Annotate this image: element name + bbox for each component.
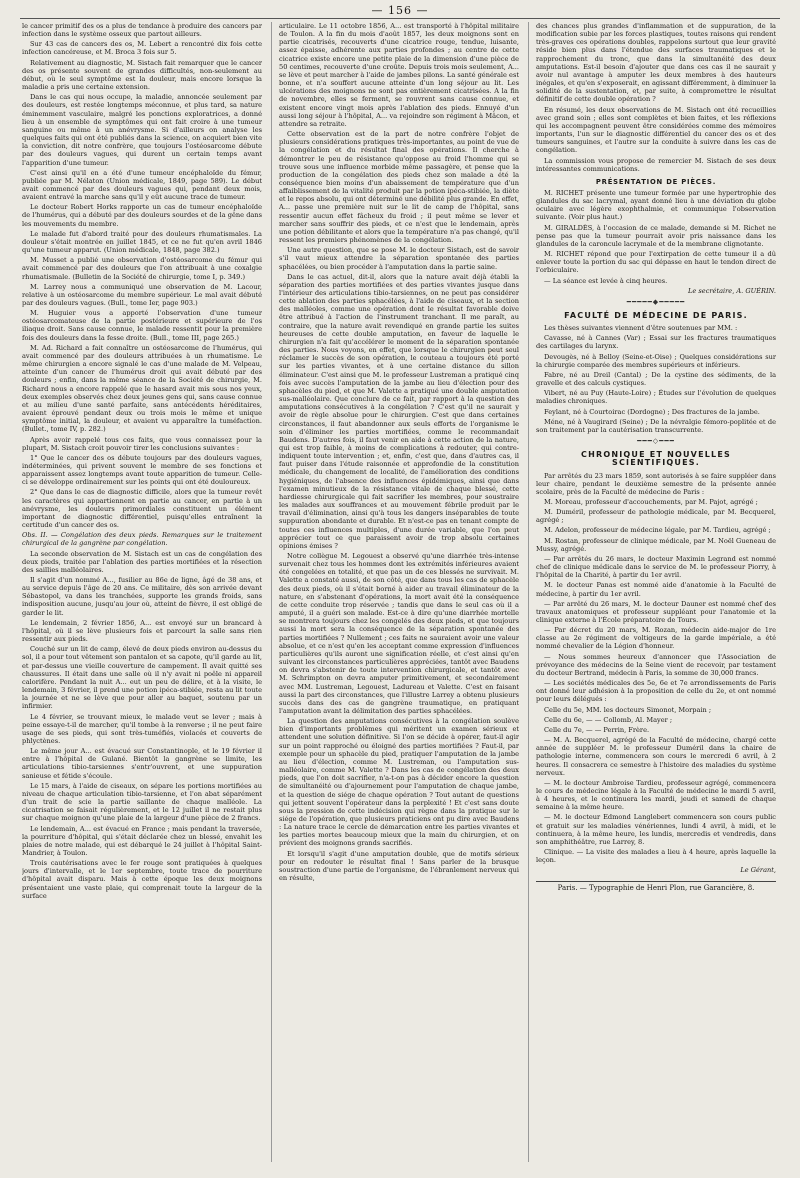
paragraph: — Par arrêtés du 26 mars, le docteur Maximin Legrand est nommé chef de clinique médicale dans le service de M. le professeur Piorry, à l'hôpital de la Charité, à partir du 1er avril. <box>536 554 776 580</box>
paragraph: — M. A. Becquerel, agrégé de la Faculté de médecine, chargé cette année de suppléer M. le professeur Duméril dans la chaire de pathologie interne, commencera son cours le mercredi 6 avril, à 2 heures. Il consacrera ce semestre à l'histoire des maladies du système nerveux. <box>536 736 776 777</box>
paragraph: Le docteur Robert Horks rapporte un cas de tumeur encéphaloïde de l'humérus, qui a débuté par des douleurs sourdes et de la gêne dans les mouvements du membre. <box>22 203 262 228</box>
paragraph: — Les sociétés médicales des 5e, 6e et 7e arrondissements de Paris ont donné leur adhésion à la proposition de celle du 2e, et ont nommé pour leurs délégués : <box>536 679 776 704</box>
column-right <box>536 22 776 1162</box>
top-rule <box>20 18 780 19</box>
paragraph: La commission vous propose de remercier M. Sistach de ses deux intéressantes communications. <box>536 156 776 173</box>
paragraph: Trois cautérisations avec le fer rouge sont pratiquées à quelques jours d'intervalle, et le 1er septembre, toute trace de pourriture d'hôpital avait disparu. Mais à cette époque les deux moignons présentaient une vaste plaie, qui comprenait toute la largeur de la surface <box>22 859 262 900</box>
paragraph: Il s'agit d'un nommé A..., fusilier au 86e de ligne, âgé de 38 ans, et au service depuis l'âge de 20 ans. Ce militaire, dès son arrivée devant Sébastopol, va dans les tranchées, supporte les grands froids, sans indisposition aucune, jusqu'au jour où, atteint de fièvre, il est obligé de garder le lit. <box>22 576 262 617</box>
section-heading-pieces: PRÉSENTATION DE PIÈCES. <box>595 177 717 186</box>
paragraph: Vibert, né au Puy (Haute-Loire) ; Études sur l'évolution de quelques maladies chroniques. <box>536 389 776 406</box>
paragraph: Par arrêtés du 23 mars 1859, sont autorisés à se faire suppléer dans leur chaire, pendant le deuxième semestre de la présente année scolaire, près de la Faculté de médecine de Paris : <box>536 471 776 496</box>
secretary-signature: Le secrétaire, A. GUÉRIN. <box>688 286 776 295</box>
paragraph: — La séance est levée à cinq heures. <box>544 276 668 285</box>
paragraph: Dans le cas actuel, dit-il, alors que la nature avait déjà établi la séparation des parties mortifiées et des parties vivantes jusque dans l'intérieur des articulations tibio-tarsiennes, on ne peut pas considérer cette ablation des parties sphacélées, à l'aide de ciseaux, et la section des malléoles, comme une opération dont le résultat favorable doive être attribué à l'action de l'instrument tranchant. Il me paraît, au contraire, que la nature avait revendiqué en grande partie les suites heureuses de cette double amputation, en faveur de laquelle le chirurgien n'a fait qu'accélérer le moment de la séparation spontanée des parties. Nous voyons, en effet, que lorsque le chirurgien peut seul réclamer le succès de son opération, le couteau a toujours été porté sur les parties vivantes, et à une certaine distance du sillon éliminateur. C'est ainsi que M. le professeur Lustreman a pratiqué cinq fois avec succès l'amputation de la jambe au lieu d'élection pour des sphacèles du pied, et que M. Valette a pratiqué une double amputation sus-malléolaire. Que conclure de ce fait, par rapport à la question des amputations consécutives à la congélation ? C'est qu'il ne saurait y avoir de règle absolue pour le chirurgien. C'est que dans certaines circonstances, il faut abandonner aux seuls efforts de l'organisme le soin d'éliminer les parties mortifiées, comme le recommandait Baudens. D'autres fois, il faut venir en aide à cette action de la nature, qui est trop faible, à moins de complications à redouter, qui contre-indiquent toute intervention ; et, enfin, c'est que, dans d'autres cas, il faut puiser dans l'étude raisonnée et approfondie de la constitution médicale, du changement de localité, de l'amélioration des conditions hygiéniques, de l'absence des influences épidémiques, ainsi que dans l'examen minutieux de la résistance vitale de chaque blessé, cette hardiesse chirurgicale qui fait sacrifier les membres, pour soustraire les malades aux souffrances et au mouvement fébrile produit par le travail d'élimination, ainsi qu'à tous les dangers inséparables de toute suppuration abondante et durable. Et n'est-ce pas en tenant compte de toutes ces influences multiples, d'une durée variable, que l'on peut apprécier tout ce que paraissent avoir de trop absolu certaines opinions émises ? <box>279 272 519 550</box>
paragraph: le cancer primitif des os a plus de tendance à produire des cancers par infection dans le système osseux que partout ailleurs. <box>22 22 262 39</box>
section-heading-faculte: FACULTÉ DE MÉDECINE DE PARIS. <box>564 311 748 320</box>
paragraph: En résumé, les deux observations de M. Sistach ont été recueillies avec grand soin ; elles sont complètes et bien faites, et les réflexions qui les accompagnent peuvent être considérées comme des mémoires importants, l'un sur le diagnostic différentiel du cancer des os et des tumeurs sanguines, et l'autre sur la conduite à suivre dans les cas de congélation. <box>536 105 776 155</box>
paragraph: Le malade fut d'abord traité pour des douleurs rhumatismales. La douleur s'était montrée en juillet 1845, et ce ne fut qu'en avril 1846 qu'une tumeur apparut. (Union médicale, 1848, page 382.) <box>22 229 262 255</box>
paragraph: Après avoir rappelé tous ces faits, que vous connaissez pour la plupart, M. Sistach croit pouvoir tirer les conclusions suivantes : <box>22 435 262 452</box>
paragraph: M. Ad. Richard a fait connaître un ostéosarcome de l'humérus, qui avait commencé par des douleurs attribuées à un rhumatisme. Le même chirurgien a encore signalé le cas d'une malade de M. Velpeau, atteinte d'un cancer de l'humérus droit qui avait débuté par des douleurs ; enfin, dans la même séance de la Société de chirurgie, M. Richard nous a encore rappelé que le hasard avait mis sous nos yeux, deux exemples observés chez deux jeunes gens qui, sans cause connue et au milieu d'une santé parfaite, sans antécédents héréditaires, avaient éprouvé pendant deux ou trois mois le même et unique symptôme initial, la douleur, et avaient vu apparaître la tuméfaction. (Bullet., tome IV, p. 282.) <box>22 343 262 434</box>
paragraph: M. RICHET présente une tumeur formée par une hypertrophie des glandules du sac lacrymal, ayant donné lieu à une déviation du globe oculaire avec légère exophthalmie, et communique l'observation suivante. (Voir plus haut.) <box>536 188 776 222</box>
paragraph: M. Rostan, professeur de clinique médicale, par M. Noël Gueneau de Mussy, agrégé. <box>536 536 776 553</box>
paragraph: 2° Que dans le cas de diagnostic difficile, alors que la tumeur revêt les caractères qui appartiennent en partie au cancer, en partie à un anévrysme, les douleurs primordiales constituent un élément important de diagnostic différentiel, puisqu'elles entraînent la certitude d'un cancer des os. <box>22 488 262 530</box>
section-heading-chronique: CHRONIQUE ET NOUVELLES SCIENTIFIQUES. <box>581 450 731 468</box>
paragraph: Notre collègue M. Legouest a observé qu'une diarrhée très-intense survenait chez tous les hommes dont les extrémités inférieures avaient été congelées en totalité, et que pas un de ces blessés ne survivait. M. Valette a constaté aussi, de son côté, que dans tous les cas de sphacèle des deux pieds, où il s'était borné à aider au travail éliminateur de la nature, en s'abstenant d'opérations, la mort avait été la conséquence de cette conduite trop réservée ; tandis que dans le seul cas où il a amputé, il a guéri son malade. Est-ce à dire qu'une diarrhée mortelle se montrera toujours chez les congelés des deux pieds, et que toujours aussi la mort sera la conséquence de la séparation spontanée des parties mortifiées ? Nullement ; ces faits ne sauraient avoir une valeur absolue, et ce n'est qu'en les acceptant comme expression d'influences particulières qu'ils auront une signification réelle, et c'est ainsi qu'en suivant les circonstances particulières appréciées, tantôt avec Baudens on devra s'abstenir de toute intervention chirurgicale, et tantôt avec M. Schrimpton on devra amputer primitivement, et secondairement avec MM. Lustreman, Legouest, Ladureau et Valette. C'est en faisant aussi la part des circonstances, que l'illustre Larrey a obtenu plusieurs succès dans des cas de gangrène traumatique, en pratiquant l'amputation avant la délimitation des parties sphacélées. <box>279 552 519 715</box>
paragraph: 1° Que le cancer des os débute toujours par des douleurs vagues, indéterminées, qui privent souvent le membre de ses fonctions et apparaissent assez longtemps avant toute apparition de tumeur. Celle-ci se développe ordinairement sur les points qui ont été douloureux. <box>22 453 262 487</box>
paragraph: — Par arrêté du 26 mars, M. le docteur Dauner est nommé chef des travaux anatomiques et professeur suppléant pour l'anatomie et la clinique externe à l'École préparatoire de Tours. <box>536 599 776 624</box>
paragraph: Méne, né à Vaugirard (Seine) ; De la névralgie fémoro-poplitée et de son traitement par la cautérisation transcurrente. <box>536 417 776 434</box>
paragraph: Le même jour A... est évacué sur Constantinople, et le 19 février il entre à l'hôpital de Gulané. Bientôt la gangrène se limite, les articulations tibio-tarsiennes s'entr'ouvrent, et une suppuration sanieuse et fétide s'écoule. <box>22 747 262 780</box>
paragraph: Devougès, né à Belloy (Seine-et-Oise) ; Quelques considérations sur la chirurgie comparée des membres supérieurs et inférieurs. <box>536 352 776 369</box>
paragraph: C'est ainsi qu'il en a été d'une tumeur encéphaloïde du fémur, publiée par M. Nélaton (Union médicale, 1849, page 589). Le début avait commencé par des douleurs vagues qui, pendant deux mois, avaient entravé la marche sans qu'il y eût aucune trace de tumeur. <box>22 168 262 202</box>
paragraph: — Nous sommes heureux d'annoncer que l'Association de prévoyance des médecins de la Seine vient de recevoir, par testament du docteur Bertrand, médecin à Paris, la somme de 30,000 francs. <box>536 652 776 677</box>
printer-imprint: Paris. — Typographie de Henri Plon, rue Garancière, 8. <box>557 883 755 892</box>
paragraph: M. Musset a publié une observation d'ostéosarcome du fémur qui avait commencé par des douleurs que l'on attribuait à une coxalgie rhumatismale. (Bulletin de la Société de chirurgie, tome I, p. 349.) <box>22 256 262 281</box>
footer-rule <box>536 881 776 882</box>
column-middle <box>279 22 519 1162</box>
ornament-divider: ━━━━━◆━━━━━ <box>626 297 686 306</box>
paragraph: M. RICHET répond que pour l'extirpation de cette tumeur il a dû enlever toute la portion du sac qui dépasse en haut le tendon direct de l'orbiculaire. <box>536 250 776 275</box>
paragraph: M. GIRALDÈS, à l'occasion de ce malade, demande si M. Richet ne pense pas que la tumeur pourrait avoir pris naissance dans les glandules de la caroncule lacrymale et de la membrane clignotante. <box>536 223 776 248</box>
paragraph: — M. le docteur Edmond Langlebert commencera son cours public et gratuit sur les maladies vénériennes, lundi 4 avril, à midi, et le continuera, à la même heure, les lundis, mercredis et vendredis, dans son amphithéâtre, rue Larrey, 8. <box>536 813 776 846</box>
paragraph: Le lendemain, A... est évacué en France ; mais pendant la traversée, la pourriture d'hôpital, qui s'était déclarée chez un blessé, envahit les plaies de notre malade, qui est débarqué le 24 juillet à l'hôpital Saint-Mandrier, à Toulon. <box>22 824 262 857</box>
paragraph: Clinique. — La visite des malades a lieu à 4 heure, après laquelle la leçon. <box>536 848 776 865</box>
paragraph: M. Larrey nous a communiqué une observation de M. Lacour, relative à un ostéosarcome du membre supérieur. Le mal avait débuté par des douleurs vagues. (Bull., tome Ier, page 903.) <box>22 282 262 307</box>
paragraph: Cavasse, né à Cannes (Var) ; Essai sur les fractures traumatiques des cartilages du larynx. <box>536 334 776 351</box>
paragraph: des chances plus grandes d'inflammation et de suppuration, de la modification subie par les forces plastiques, toutes raisons qui rendent très-graves ces opérations doubles, rappelons surtout que leur gravité réside bien plus dans l'étendue des surfaces traumatiques et le rapprochement du tronc, que dans la simultanéité des deux amputations. Est-il besoin d'ajouter que dans ces cas il ne saurait y avoir nul avantage à amputer les deux membres à des hauteurs inégales, et qu'en s'exposerait, en agissant différemment, à diminuer la solidité de la sustentation, et, par suite, à compromettre le résultat définitif de cette double opération ? <box>536 22 776 104</box>
paragraph: M. le docteur Panas est nommé aide d'anatomie à la Faculté de médecine, à partir du 1er avril. <box>536 581 776 598</box>
paragraph: Et lorsqu'il s'agit d'une amputation double, que de motifs sérieux pour en redouter le résultat final ! Sans parler de la brusque soustraction d'une partie de l'organisme, de l'ébranlement nerveux qui en résulte, <box>279 849 519 883</box>
paragraph: M. Moreau, professeur d'accouchements, par M. Pajot, agrégé ; <box>544 497 758 506</box>
gerant-signature: Le Gérant, <box>740 866 776 875</box>
paragraph: Celle du 6e, — — Collomb, Al. Mayer ; <box>544 715 673 724</box>
observation-heading: Obs. II. — Congélation des deux pieds. Remarques sur le traitement chirurgical de la gangrène par congélation. <box>22 531 262 548</box>
paragraph: Celle du 5e, MM. les docteurs Simonot, Morpain ; <box>544 705 712 714</box>
paragraph: — M. le docteur Ambroise Tardieu, professeur agrégé, commencera le cours de médecine légale à la Faculté de médecine le mardi 5 avril, à 4 heures, et le continuera les mardi, jeudi et samedi de chaque semaine à la même heure. <box>536 778 776 812</box>
paragraph: Dans le cas qui nous occupe, la maladie, annoncée seulement par des douleurs, est restée longtemps méconnue, et plus tard, sa nature éminemment vasculaire, malgré les ponctions exploratrices, a donné lieu à un ensemble de symptômes qui ont fait croire à une tumeur sanguine ou même à un anévrysme. Si d'ailleurs on analyse les quelques faits qui ont été publiés dans la science, on acquiert bien vite la conviction, dit notre confrère, que toujours l'ostéosarcome débute par des douleurs vagues, qui durent un certain temps avant l'apparition d'une tumeur. <box>22 93 262 167</box>
paragraph: M. Adelon, professeur de médecine légale, par M. Tardieu, agrégé ; <box>544 526 771 535</box>
paragraph: Les thèses suivantes viennent d'être soutenues par MM. : <box>544 324 738 333</box>
paragraph: Le 4 février, se trouvant mieux, le malade veut se lever ; mais à peine essaye-t-il de marcher, qu'il tombe à la renverse ; il ne peut faire usage de ses pieds, qui sont très-tuméfiés, violacés et couverts de phlyctènes. <box>22 712 262 745</box>
page-number: — 156 — <box>371 4 429 17</box>
paragraph: Couché sur un lit de camp, élevé de deux pieds environ au-dessus du sol, il a pour tout vêtement son pantalon et sa capote, qu'il garde au lit, et par-dessus une vieille couverture de campement. Il avait quitté ses chaussures. Il était dans une salle où il n'y avait ni poêle ni appareil calorifère. Pendant la nuit A... eut un peu de délire, et à la visite, le lendemain, 3 février, il prend une potion ipéca-stibiée, resta au lit toute la journée et ne se lève que pour aller au baquet, soutenu par un infirmier. <box>22 645 262 711</box>
column-divider <box>271 22 272 1162</box>
paragraph: Le lendemain, 2 février 1856, A... est envoyé sur un brancard à l'hôpital, où il se lève plusieurs fois et parcourt la salle sans rien ressentir aux pieds. <box>22 618 262 644</box>
paragraph: Sur 43 cas de cancers des os, M. Lebert a rencontré dix fois cette infection cancéreuse, et M. Broca 3 fois sur 5. <box>22 40 262 57</box>
paragraph: Une autre question, que se pose M. le docteur Sistach, est de savoir s'il vaut mieux attendre la séparation spontanée des parties sphacélées, ou bien procéder à l'amputation dans la partie saine. <box>279 246 519 271</box>
paragraph: M. Duméril, professeur de pathologie médicale, par M. Becquerel, agrégé ; <box>536 508 776 525</box>
ornament-divider: ━━━◇━━━ <box>637 437 675 446</box>
paragraph: Cette observation est de la part de notre confrère l'objet de plusieurs considérations pratiques très-importantes, au point de vue de la congélation et du résultat final des opérations. Il cherche à démontrer le peu de résistance qu'oppose au froid l'homme qui se trouve sous une influence morbide même passagère, et pense que la production de la congélation des pieds chez son malade a été la conséquence bien moins d'un abaissement de température que d'un affaiblissement de la vitalité produit par la potion ipéca-stibiée, la diète et le repos absolu, qui ont déterminé une débilité plus grande. En effet, A... passe une première nuit sur le lit de camp de l'hôpital, sans ressentir aucun effet fâcheux du froid ; il peut même se lever et marcher sans souffrir des pieds, et ce n'est que le lendemain, après une potion débilitante et alors que la température n'a pas changé, qu'il ressent les premiers phénomènes de la congélation. <box>279 130 519 245</box>
column-left <box>22 22 262 1162</box>
paragraph: Celle du 7e, — — Perrin, Frère. <box>544 725 650 734</box>
paragraph: La seconde observation de M. Sistach est un cas de congélation des deux pieds, traitée par l'ablation des parties mortifiées et la résection des saillies malléolaires. <box>22 549 262 574</box>
paragraph: M. Huguier vous a apporté l'observation d'une tumeur ostéosarcomateuse de la partie postérieure et supérieure de l'os iliaque droit. Sans cause connue, le malade ressentit pour la première fois des douleurs dans la fesse droite. (Bull., tome III, page 265.) <box>22 309 262 342</box>
paragraph: Relativement au diagnostic, M. Sistach fait remarquer que le cancer des os présente souvent de grandes difficultés, non-seulement au début, où le seul symptôme est la douleur, mais encore lorsque la maladie a pris une certaine extension. <box>22 58 262 92</box>
paragraph: Le 15 mars, à l'aide de ciseaux, on sépare les portions mortifiées au niveau de chaque articulation tibio-tarsienne, et l'on abat séparément d'un trait de scie la partie saillante de chaque malléole. La cicatrisation se faisait régulièrement, et le 12 juillet il ne restait plus sur chaque moignon qu'une plaie de la largeur d'une pièce de 2 francs. <box>22 781 262 823</box>
paragraph: Fabre, né au Dreil (Cantal) ; De la cystine des sédiments, de la gravelle et des calculs cystiques. <box>536 370 776 388</box>
paragraph: La question des amputations consécutives à la congélation soulève bien d'importants problèmes qui méritent un examen sérieux et attendent une solution définitive. Si l'on se décide à opérer, faut-il agir sur un point rapproché ou éloigné des parties mortifiées ? Faut-il, par exemple pour un sphacèle du pied, pratiquer l'amputation de la jambe au lieu d'élection, comme M. Lustreman, ou l'amputation sus-malléolaire, comme M. Valette ? Dans les cas de congélation des deux pieds, que l'on doit sacrifier, n'a-t-on pas à décider encore la question de simultanéité ou d'ajournement pour l'amputation de chaque jambe, et la question de siége de chaque opération ? Tout autant de questions qui jettent souvent l'opérateur dans la perplexité ! Et c'est sans doute sous la pression de cette indécision qui règne dans la pratique sur le siége de l'opération, que plusieurs praticiens ont pu dire avec Baudens : La nature trace le cercle de démarcation entre les parties vivantes et les parties mortes beaucoup mieux que la main du chirurgien, et on prévient des moignons grands sacrifiés. <box>279 717 519 848</box>
column-divider <box>528 22 529 1162</box>
paragraph: Feylant, né à Courtoirac (Dordogne) ; Des fractures de la jambe. <box>544 407 760 416</box>
paragraph: articulaire. Le 11 octobre 1856, A... est transporté à l'hôpital militaire de Toulon. A la fin du mois d'août 1857, les deux moignons sont en partie cicatrisés, recouverts d'une cicatrice rouge, tendue, luisante, assez épaisse, adhérente aux parties profondes ; au centre de cette cicatrice existe encore une petite plaie de la dimension d'une pièce de 50 centimes, recouverte d'une croûte. Depuis trois mois seulement, A... se lève et peut marcher à l'aide de jambes pilons. La santé générale est bonne, et n'a souffert aucune atteinte d'un long séjour au lit. Les ulcérations des moignons ne sont pas entièrement cicatrisées. A la fin de novembre, elles se ferment, se rouvrent sans cause connue, et existent encore vingt mois après l'ablation des pieds. Ennuyé d'un aussi long séjour à l'hôpital, A... va rejoindre son régiment à Mâcon, et attendre sa retraite. <box>279 22 519 128</box>
paragraph: — Par décret du 20 mars, M. Rozan, médecin aide-major de 1re classe au 2e régiment de voltigeurs de la garde impériale, a été nommé chevalier de la Légion d'honneur. <box>536 626 776 651</box>
